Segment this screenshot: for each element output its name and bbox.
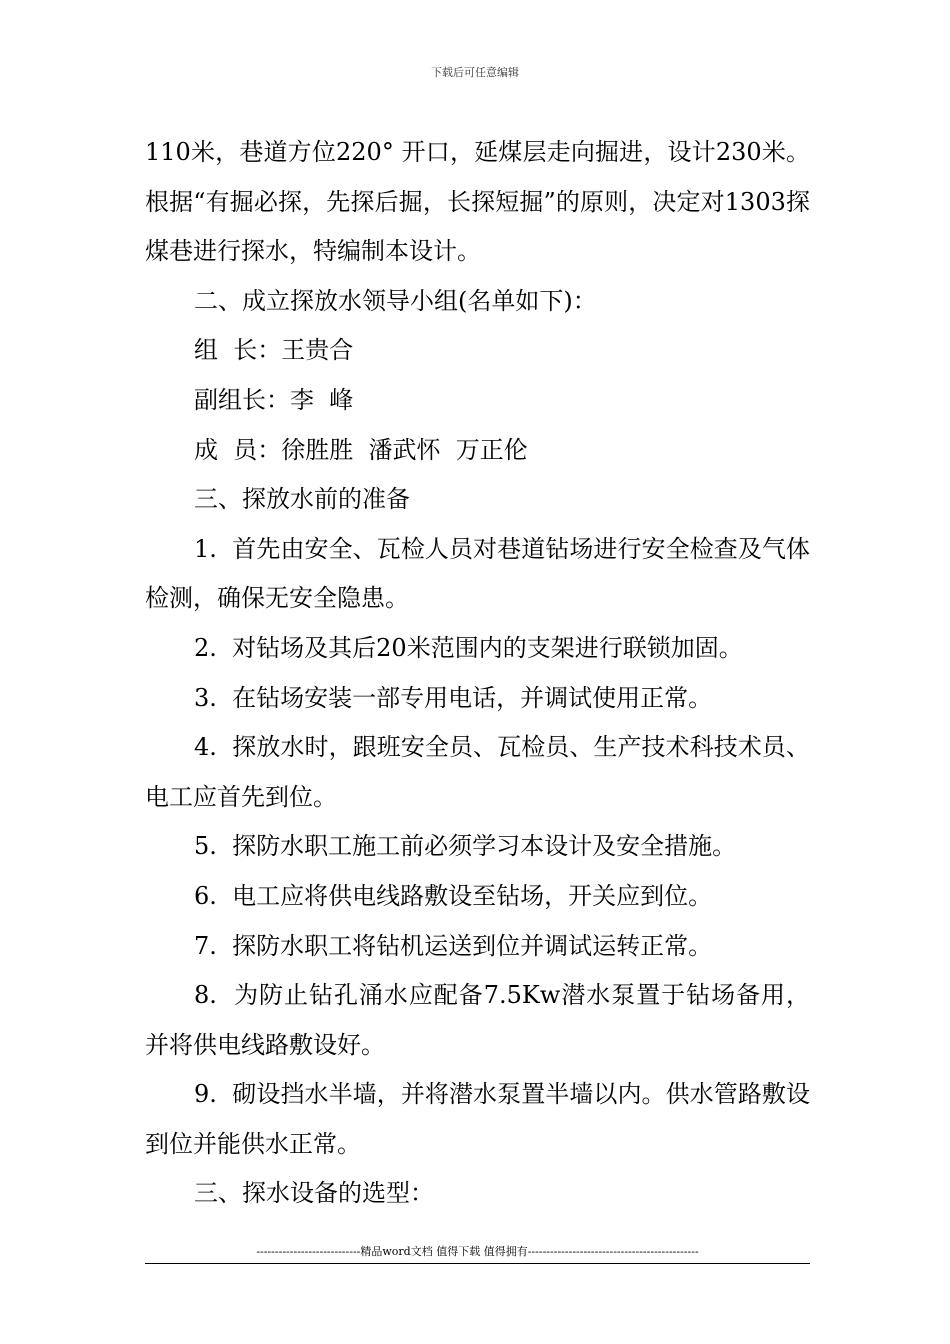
page-footer [145,1244,810,1264]
deputy-leader-line: 副组长：李 峰 [194,385,354,414]
section-heading-leadership-group: 二、成立探放水领导小组(名单如下)： [194,286,597,315]
section-heading-preparation: 三、探放水前的准备 [194,485,410,514]
list-item-3: 3. 在钻场安装一部专用电话，并调试使用正常。 [194,683,713,712]
group-leader-line: 组 长：王贵合 [194,336,354,365]
page-header: 下载后可任意编辑 [431,66,519,79]
footer-text: ----------------------------精品word文档 值得下载 值得拥有---------------------------------------------- [256,1245,699,1258]
list-item-6: 6. 电工应将供电线路敷设至钻场，开关应到位。 [194,881,713,910]
list-item-2: 2. 对钻场及其后20米范围内的支架进行联锁加固。 [194,633,743,662]
list-item-8: 8. 为防止钻孔涌水应配备7.5Kw潜水泵置于钻场备用，并将供电线路敷设好。 [145,981,810,1059]
section-heading-equipment: 三、探水设备的选型： [194,1179,434,1208]
footer-rule [145,1263,810,1264]
list-item-9: 9. 砌设挡水半墙，并将潜水泵置半墙以内。供水管路敷设到位并能供水正常。 [145,1080,810,1158]
list-item-1: 1. 首先由安全、瓦检人员对巷道钻场进行安全检查及气体检测，确保无安全隐患。 [145,534,810,613]
list-item-4: 4. 探放水时，跟班安全员、瓦检员、生产技术科技术员、电工应首先到位。 [145,733,810,811]
list-item-7: 7. 探防水职工将钻机运送到位并调试运转正常。 [194,931,713,960]
intro-paragraph: 110米，巷道方位220° 开口，延煤层走向掘进，设计230米。根据“有掘必探，先探后掘，长探短掘”的原则，决定对1303探煤巷进行探水，特编制本设计。 [145,138,810,266]
members-line: 成 员：徐胜胜 潘武怀 万正伦 [194,435,528,464]
list-item-5: 5. 探防水职工施工前必须学习本设计及安全措施。 [194,832,737,861]
document-body [145,128,810,1219]
